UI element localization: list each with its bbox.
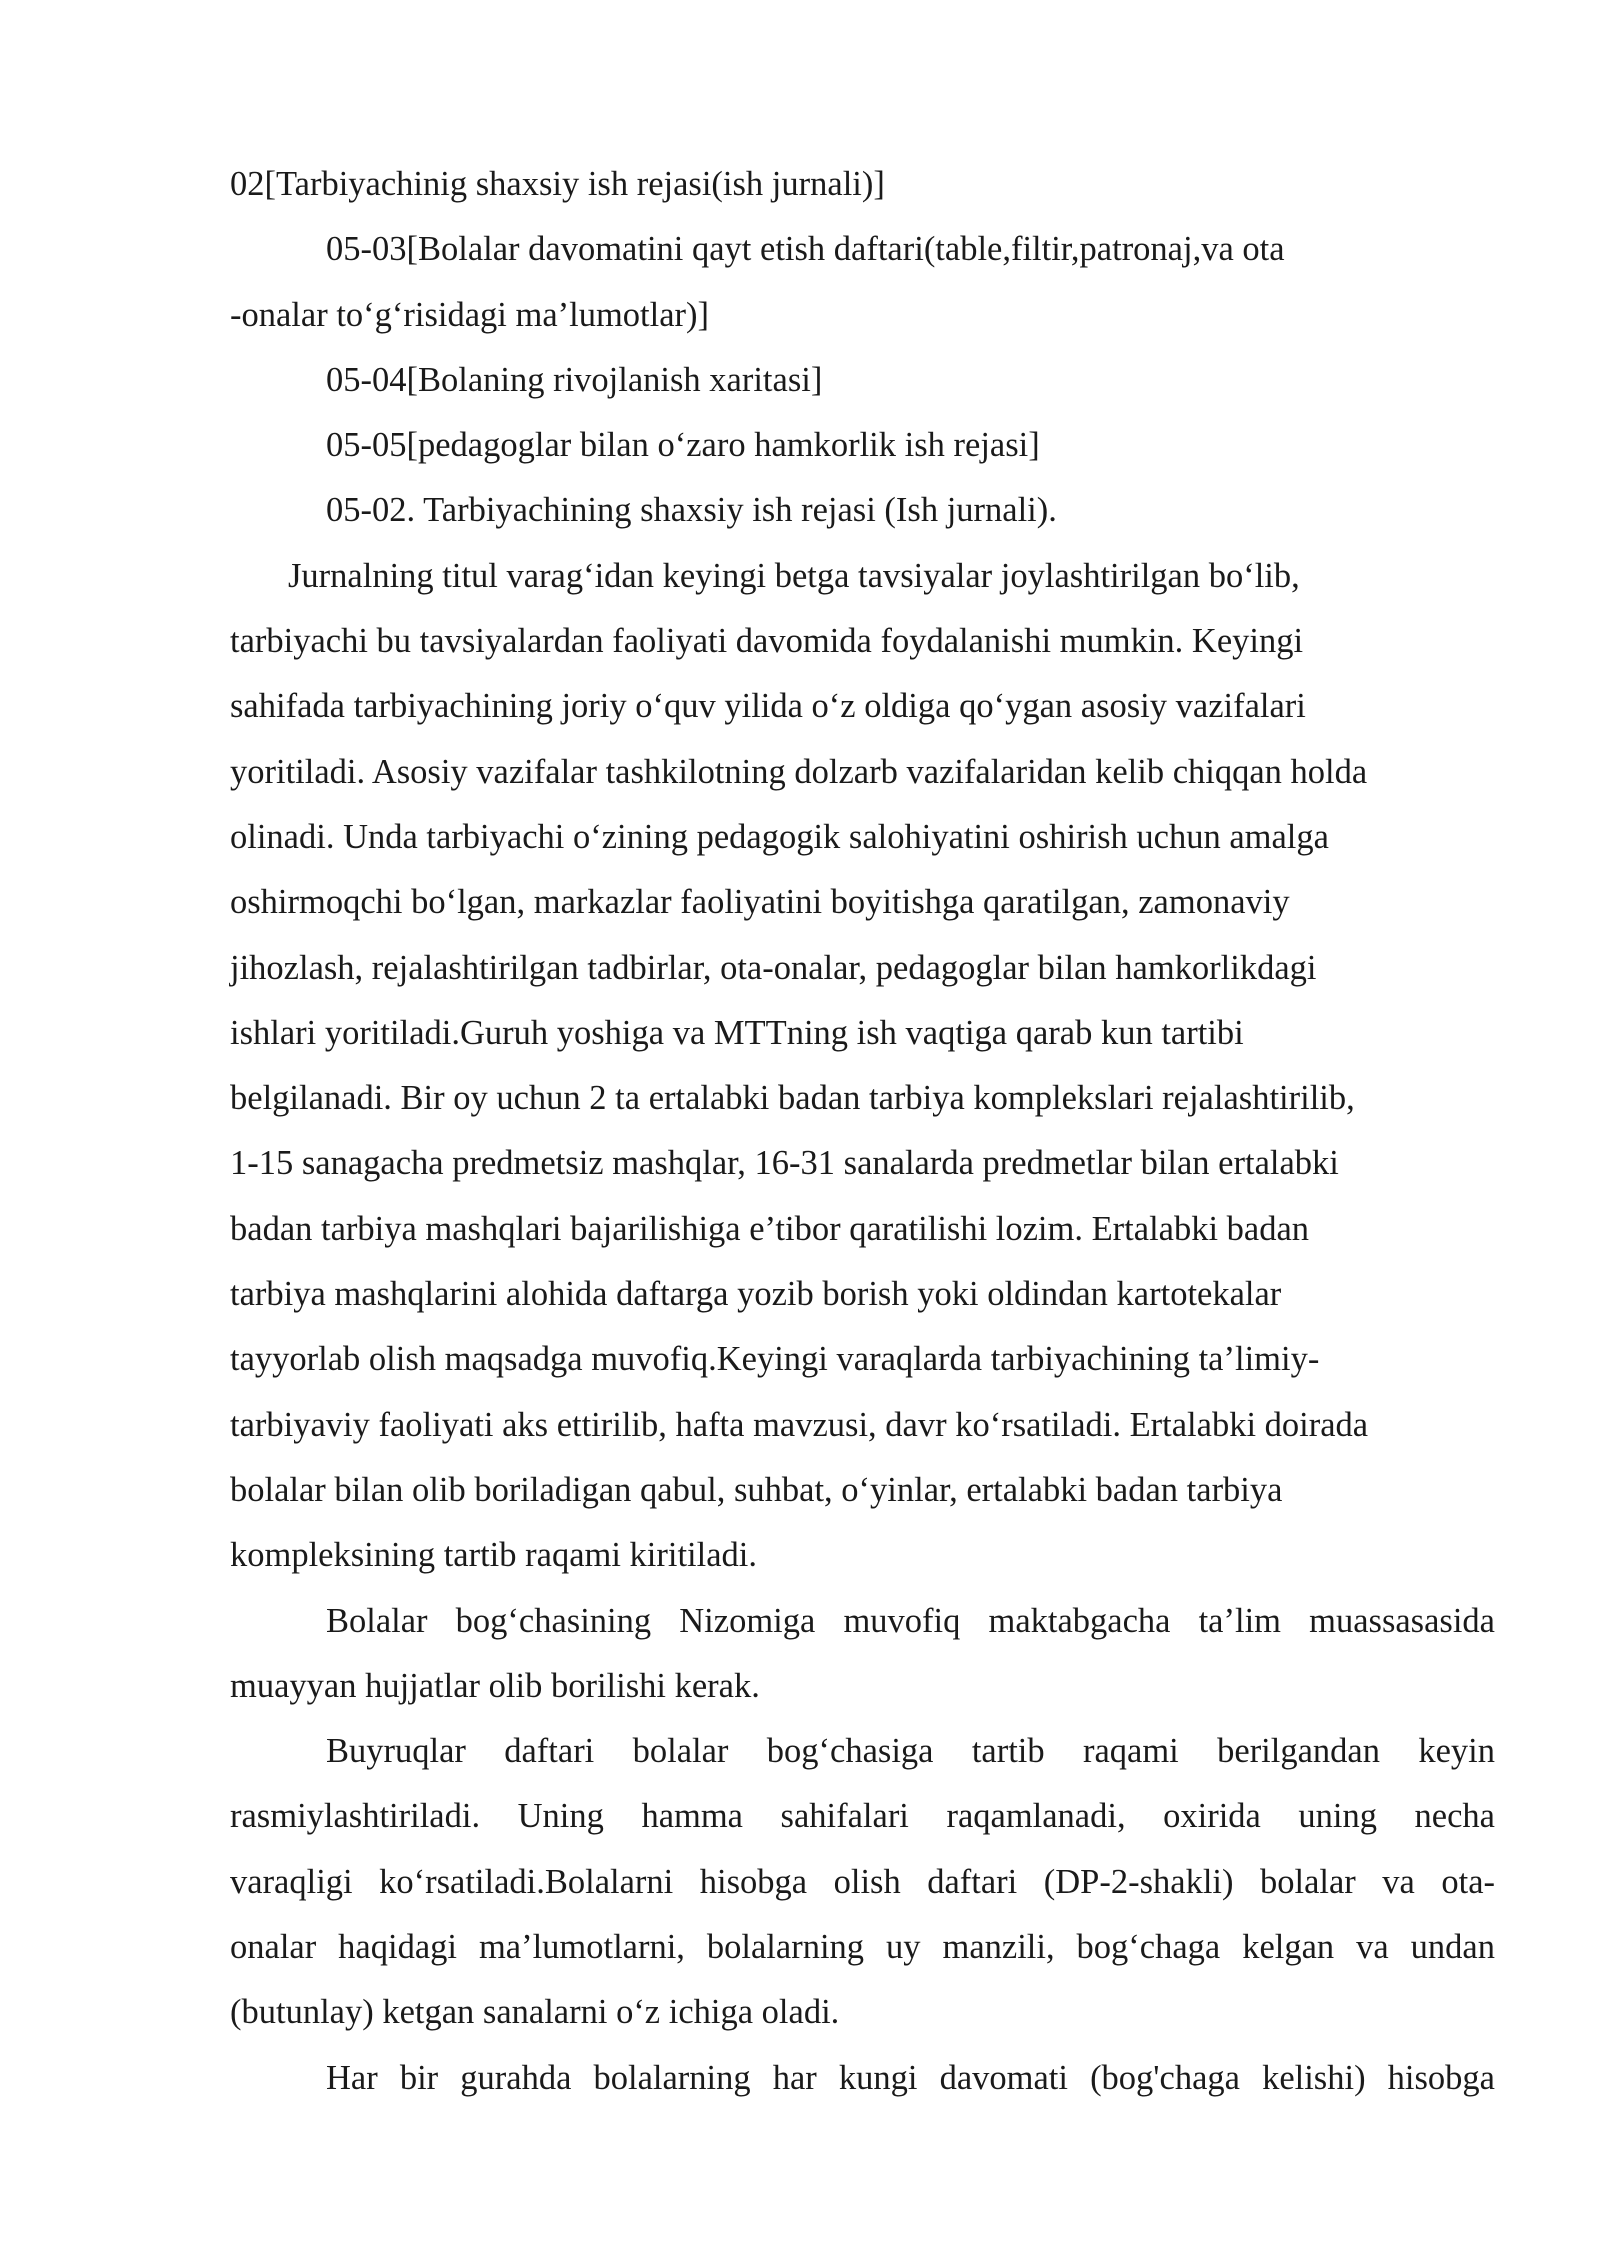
text-line: tayyorlab olish maqsadga muvofiq.Keyingi varaqlarda tarbiyachining ta’limiy- [230, 1340, 1320, 1379]
text-line: yoritiladi. Asosiy vazifalar tashkilotning dolzarb vazifalaridan kelib chiqqan holda [230, 752, 1368, 791]
text-line: oshirmoqchi bo‘lgan, markazlar faoliyatini boyitishga qaratilgan, zamonaviy [230, 883, 1290, 922]
text-line: onalar haqidagi ma’lumotlarni, bolalarning uy manzili, bog‘chaga kelgan va undan [230, 1928, 1495, 1967]
text-line: -onalar to‘g‘risidagi ma’lumotlar)] [230, 295, 709, 334]
text-line: 05-05[pedagoglar bilan o‘zaro hamkorlik ish rejasi] [326, 426, 1040, 465]
text-line: 02[Tarbiyachinig shaxsiy ish rejasi(ish jurnali)] [230, 165, 885, 203]
text-line: tarbiya mashqlarini alohida daftarga yozib borish yoki oldindan kartotekalar [230, 1275, 1282, 1314]
text-line: 05-02. Tarbiyachining shaxsiy ish rejasi (Ish jurnali). [326, 491, 1057, 530]
text-line: muayyan hujjatlar olib borilishi kerak. [230, 1666, 760, 1705]
text-line: kompleksining tartib raqami kiritiladi. [230, 1536, 757, 1575]
text-line: sahifada tarbiyachining joriy o‘quv yilida o‘z oldiga qo‘ygan asosiy vazifalari [230, 687, 1306, 726]
text-line: belgilanadi. Bir oy uchun 2 ta ertalabki badan tarbiya komplekslari rejalashtirilib, [230, 1079, 1355, 1118]
text-line: (butunlay) ketgan sanalarni o‘z ichiga oladi. [230, 1993, 840, 2032]
text-line: jihozlash, rejalashtirilgan tadbirlar, ota-onalar, pedagoglar bilan hamkorlikdagi [230, 948, 1317, 987]
text-line: badan tarbiya mashqlari bajarilishiga e’tibor qaratilishi lozim. Ertalabki badan [230, 1209, 1310, 1248]
text-line: ishlari yoritiladi.Guruh yoshiga va MTTning ish vaqtiga qarab kun tartibi [230, 1013, 1244, 1052]
text-line: Jurnalning titul varag‘idan keyingi betga tavsiyalar joylashtirilgan bo‘lib, [288, 556, 1300, 595]
text-line: varaqligi ko‘rsatiladi.Bolalarni hisobga olish daftari (DP-2-shakli) bolalar va ota- [230, 1862, 1495, 1901]
text-line: rasmiylashtiriladi. Uning hamma sahifalari raqamlanadi, oxirida uning necha [230, 1797, 1495, 1836]
text-line: Bolalar bog‘chasining Nizomiga muvofiq maktabgacha ta’lim muassasasida [326, 1601, 1495, 1640]
text-line: olinadi. Unda tarbiyachi o‘zining pedagogik salohiyatini oshirish uchun amalga [230, 817, 1329, 856]
document-body [230, 152, 1495, 2111]
text-line: tarbiyaviy faoliyati aks ettirilib, hafta mavzusi, davr ko‘rsatiladi. Ertalabki doirada [230, 1405, 1369, 1444]
text-line: 05-03[Bolalar davomatini qayt etish daftari(table,filtir,patronaj,va ota [326, 230, 1285, 269]
text-line: tarbiyachi bu tavsiyalardan faoliyati davomida foydalanishi mumkin. Keyingi [230, 622, 1304, 661]
text-line: 1-15 sanagacha predmetsiz mashqlar, 16-31 sanalarda predmetlar bilan ertalabki [230, 1144, 1339, 1183]
text-line: Buyruqlar daftari bolalar bog‘chasiga tartib raqami berilgandan keyin [326, 1732, 1495, 1771]
text-line: bolalar bilan olib boriladigan qabul, suhbat, o‘yinlar, ertalabki badan tarbiya [230, 1470, 1283, 1509]
text-line: 05-04[Bolaning rivojlanish xaritasi] [326, 360, 823, 399]
text-line: Har bir gurahda bolalarning har kungi davomati (bog'chaga kelishi) hisobga [326, 2058, 1495, 2097]
